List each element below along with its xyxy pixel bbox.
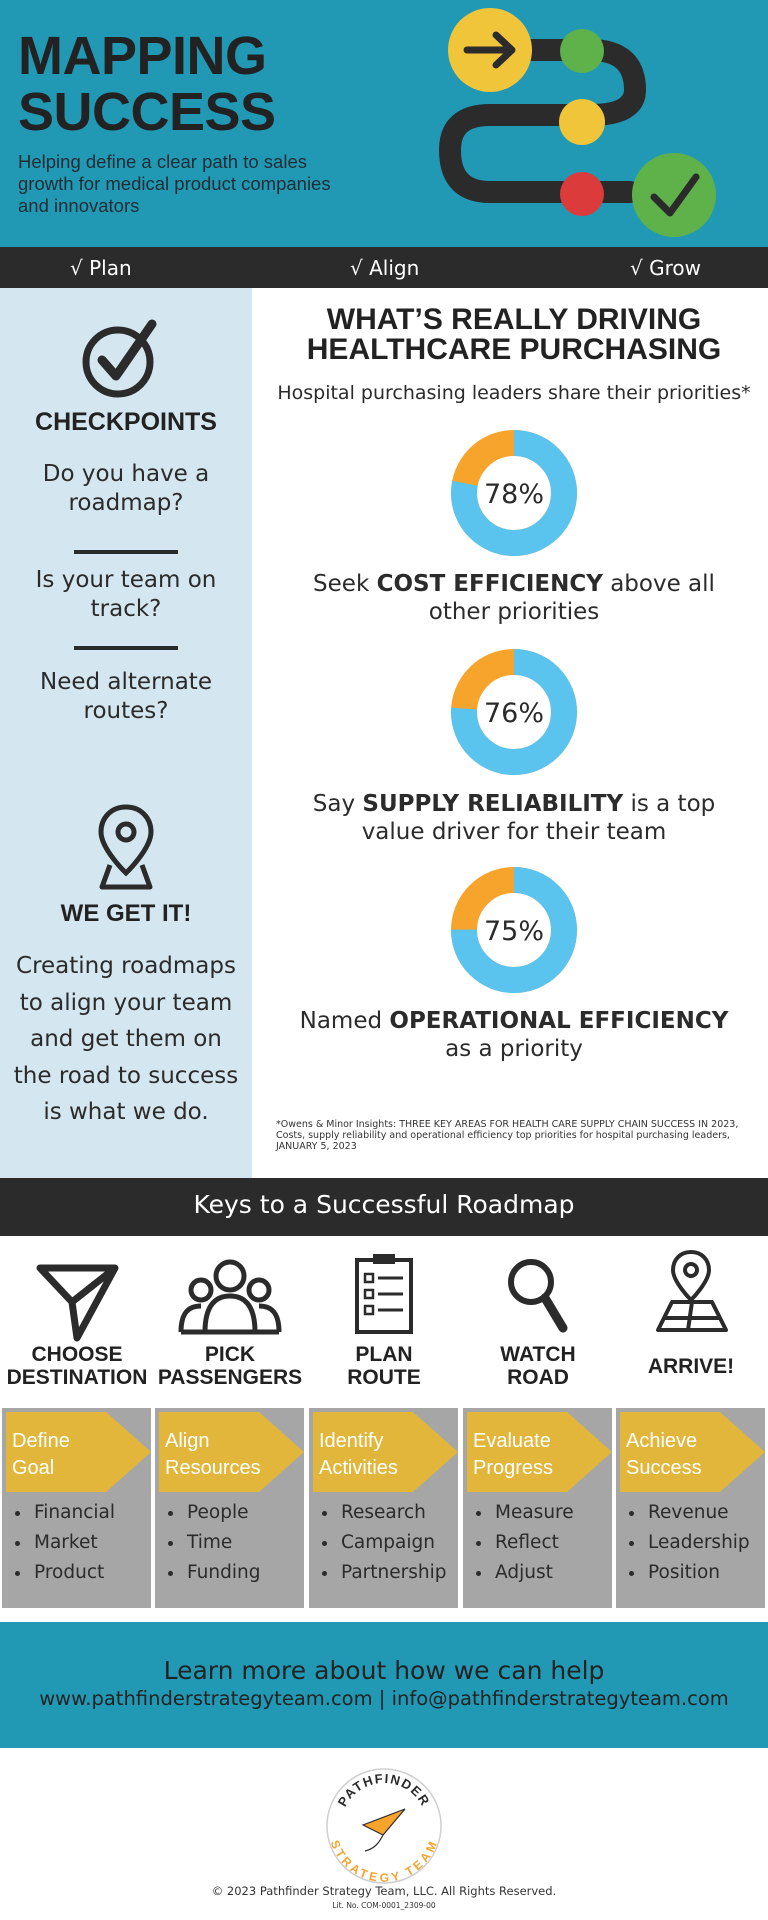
svg-text:PATHFINDER: PATHFINDER xyxy=(334,1770,434,1810)
check-circle-icon xyxy=(82,318,162,398)
key-label: CHOOSE DESTINATION xyxy=(6,1343,148,1389)
stat-caption: Named OPERATIONAL EFFICIENCY as a priority xyxy=(299,1008,729,1062)
key-list xyxy=(628,1498,750,1588)
key-label: PICK PASSENGERS xyxy=(157,1343,303,1389)
license-number: Lit. No. COM-0001_2309-00 xyxy=(332,1901,436,1910)
checklist-icon xyxy=(307,1246,461,1346)
key-list xyxy=(167,1498,260,1588)
people-icon xyxy=(153,1246,307,1346)
key-label: WATCH ROAD xyxy=(500,1343,576,1389)
checkpoints-sidebar xyxy=(0,288,252,1178)
paper-plane-icon xyxy=(0,1246,154,1346)
key-heading: Evaluate Progress xyxy=(473,1430,554,1479)
list-item: • Reflect xyxy=(493,1528,574,1558)
step-grow: √ Grow xyxy=(630,256,701,280)
we-get-it-text: Creating roadmaps to align your team and get them on the road to success is what we do. xyxy=(13,953,239,1125)
step-plan: √ Plan xyxy=(70,256,132,280)
donut-chart xyxy=(449,647,579,777)
key-label: PLAN ROUTE xyxy=(347,1343,421,1389)
yellow-dot-icon xyxy=(559,99,605,145)
main-subheading: Hospital purchasing leaders share their priorities* xyxy=(277,382,751,404)
key-heading: Define Goal xyxy=(12,1430,70,1479)
step-align: √ Align xyxy=(350,256,420,280)
key-heading: Align Resources xyxy=(165,1430,261,1479)
list-item: • Revenue xyxy=(646,1498,750,1528)
route-map-icon xyxy=(430,0,730,247)
step-bar xyxy=(0,247,768,288)
list-item: • Measure xyxy=(493,1498,574,1528)
we-get-it-title: WE GET IT! xyxy=(60,900,192,927)
list-item: • Leadership xyxy=(646,1528,750,1558)
list-item: • Product xyxy=(32,1558,115,1588)
pathfinder-logo xyxy=(323,1765,445,1887)
location-pin-icon xyxy=(96,803,156,891)
copyright: © 2023 Pathfinder Strategy Team, LLC. All Rights Reserved. xyxy=(211,1884,557,1898)
list-item: • Campaign xyxy=(339,1528,446,1558)
list-item: • People xyxy=(185,1498,260,1528)
list-item: • Position xyxy=(646,1558,750,1588)
donut-percent-label: 78% xyxy=(483,479,545,510)
key-list xyxy=(321,1498,446,1588)
checkmark-goal-icon xyxy=(632,153,716,237)
key-card xyxy=(616,1408,765,1608)
list-item: • Partnership xyxy=(339,1558,446,1588)
checkpoints-title: CHECKPOINTS xyxy=(35,408,217,436)
donut-percent-label: 75% xyxy=(483,916,545,947)
divider xyxy=(74,646,178,650)
page-subtitle: Helping define a clear path to sales growth for medical product companies and innovators xyxy=(18,151,331,216)
key-label: ARRIVE! xyxy=(647,1355,735,1378)
stat-caption: Say SUPPLY RELIABILITY is a top value driver for their team xyxy=(312,791,716,845)
map-pin-icon xyxy=(614,1246,768,1346)
list-item: • Time xyxy=(185,1528,260,1558)
contact-links[interactable]: www.pathfinderstrategyteam.com | info@pathfinderstrategyteam.com xyxy=(39,1687,729,1710)
page-title: MAPPING SUCCESS xyxy=(18,26,276,142)
key-card xyxy=(309,1408,458,1608)
contact-banner xyxy=(0,1622,768,1748)
key-card xyxy=(2,1408,151,1608)
donut-chart xyxy=(449,865,579,995)
key-heading: Identify Activities xyxy=(319,1430,398,1479)
red-dot-icon xyxy=(560,172,604,216)
key-list xyxy=(475,1498,574,1588)
main-heading: WHAT’S REALLY DRIVING HEALTHCARE PURCHASING xyxy=(306,303,722,366)
magnifier-icon xyxy=(461,1246,615,1346)
list-item: • Market xyxy=(32,1528,115,1558)
footnote: *Owens & Minor Insights: THREE KEY AREAS FOR HEALTH CARE SUPPLY CHAIN SUCCESS IN 2023, Costs, supply reliability and operational efficiency top priorities for hospital purchasing leaders, JANUARY 5, 2023 xyxy=(276,1119,739,1152)
stat-caption: Seek COST EFFICIENCY above all other priorities xyxy=(313,571,715,625)
checkpoint-question: Do you have a roadmap? xyxy=(42,461,210,516)
donut-chart xyxy=(449,428,579,558)
divider xyxy=(74,550,178,554)
checkpoint-question: Is your team on track? xyxy=(35,567,217,622)
donut-percent-label: 76% xyxy=(483,698,545,729)
header-banner xyxy=(0,0,768,247)
key-list xyxy=(14,1498,115,1588)
list-item: • Adjust xyxy=(493,1558,574,1588)
list-item: • Research xyxy=(339,1498,446,1528)
key-card xyxy=(155,1408,304,1608)
list-item: • Financial xyxy=(32,1498,115,1528)
svg-text:STRATEGY TEAM: STRATEGY TEAM xyxy=(327,1838,441,1885)
keys-title: Keys to a Successful Roadmap xyxy=(193,1190,575,1219)
contact-title: Learn more about how we can help xyxy=(163,1656,605,1685)
key-card xyxy=(463,1408,612,1608)
key-heading: Achieve Success xyxy=(626,1430,702,1479)
green-dot-icon xyxy=(560,29,604,73)
list-item: • Funding xyxy=(185,1558,260,1588)
checkpoint-question: Need alternate routes? xyxy=(40,669,212,724)
